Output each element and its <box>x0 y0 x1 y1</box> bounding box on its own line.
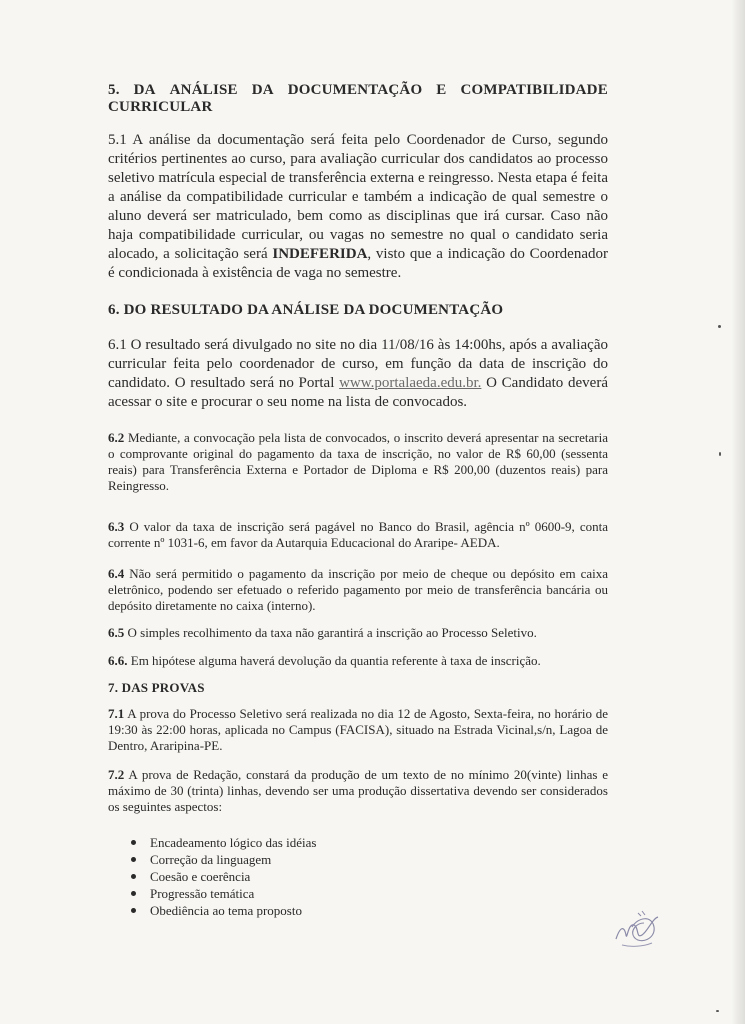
list-item: Progressão temática <box>108 885 408 902</box>
paragraph-7-2: 7.2 A prova de Redação, constará da produção de um texto de no mínimo 20(vinte) linhas e máximo de 30 (trinta) linhas, devendo ser uma produção dissertativa devendo ser considerados os seguintes aspectos: <box>108 767 608 814</box>
bullet-icon <box>131 891 136 896</box>
evaluation-aspects-list <box>108 834 408 919</box>
bullet-icon <box>131 857 136 862</box>
paragraph-6-2: 6.2 Mediante, a convocação pela lista de convocados, o inscrito deverá apresentar na secretaria o comprovante original do pagamento da taxa de inscrição, no valor de R$ 60,00 (sessenta reais) para Transferência Externa e Portador de Diploma e R$ 200,00 (duzentos reais) para Reingresso. <box>108 430 608 493</box>
paragraph-7-1: 7.1 A prova do Processo Seletivo será realizada no dia 12 de Agosto, Sexta-feira, no horário de 19:30 às 22:00 horas, aplicada no Campus (FACISA), situado na Estrada Vicinal,s/n, Lagoa de Dentro, Araripina-PE. <box>108 706 608 753</box>
scan-edge-shadow <box>731 0 745 1024</box>
paragraph-6-5: 6.5 O simples recolhimento da taxa não garantirá a inscrição ao Processo Seletivo. <box>108 625 537 640</box>
bullet-icon <box>131 840 136 845</box>
section-6-heading: 6. DO RESULTADO DA ANÁLISE DA DOCUMENTAÇÃO <box>108 302 504 318</box>
bullet-icon <box>131 908 136 913</box>
list-item: Obediência ao tema proposto <box>108 902 408 919</box>
list-item: Encadeamento lógico das idéias <box>108 834 408 851</box>
paragraph-6-6: 6.6. Em hipótese alguma haverá devolução da quantia referente à taxa de inscrição. <box>108 653 541 668</box>
scan-speck <box>716 1010 719 1012</box>
list-item: Coesão e coerência <box>108 868 408 885</box>
section-7-heading: 7. DAS PROVAS <box>108 680 205 695</box>
paragraph-6-1: 6.1 O resultado será divulgado no site no dia 11/08/16 às 14:00hs, após a avaliação curricular feita pelo coordenador de curso, em função da data de inscrição do candidato. O resultado será no Portal www.portalaeda.edu.br. O Candidato deverá acessar o site e procurar o seu nome na lista de convocados. <box>108 337 608 410</box>
bullet-icon <box>131 874 136 879</box>
list-item: Correção da linguagem <box>108 851 408 868</box>
handwritten-initials-mark <box>612 905 664 951</box>
scan-speck <box>718 325 721 328</box>
paragraph-5-1: 5.1 A análise da documentação será feita pelo Coordenador de Curso, segundo critérios pertinentes ao curso, para avaliação curricular dos candidatos ao processo seletivo matrícula especial de transferência externa e reingresso. Nesta etapa é feita a análise da compatibilidade curricular e também a indicação de qual semestre o aluno deverá ser matriculado, bem como as disciplinas que irá cursar. Caso não haja compatibilidade curricular, ou vagas no semestre no qual o candidato seria alocado, a solicitação será INDEFERIDA, visto que a indicação do Coordenador é condicionada à existência de vaga no semestre. <box>108 132 608 281</box>
paragraph-6-4: 6.4 Não será permitido o pagamento da inscrição por meio de cheque ou depósito em caixa eletrônico, podendo ser efetuado o referido pagamento por meio de transferência bancária ou depósito diretamente no caixa (interno). <box>108 566 608 613</box>
portal-link[interactable]: www.portalaeda.edu.br. <box>339 375 482 391</box>
paragraph-6-3: 6.3 O valor da taxa de inscrição será pagável no Banco do Brasil, agência nº 0600-9, conta corrente nº 1031-6, em favor da Autarquia Educacional do Araripe- AEDA. <box>108 519 608 550</box>
section-5-heading: 5. DA ANÁLISE DA DOCUMENTAÇÃO E COMPATIBILIDADE CURRICULAR <box>108 82 608 115</box>
scan-speck <box>719 452 721 456</box>
